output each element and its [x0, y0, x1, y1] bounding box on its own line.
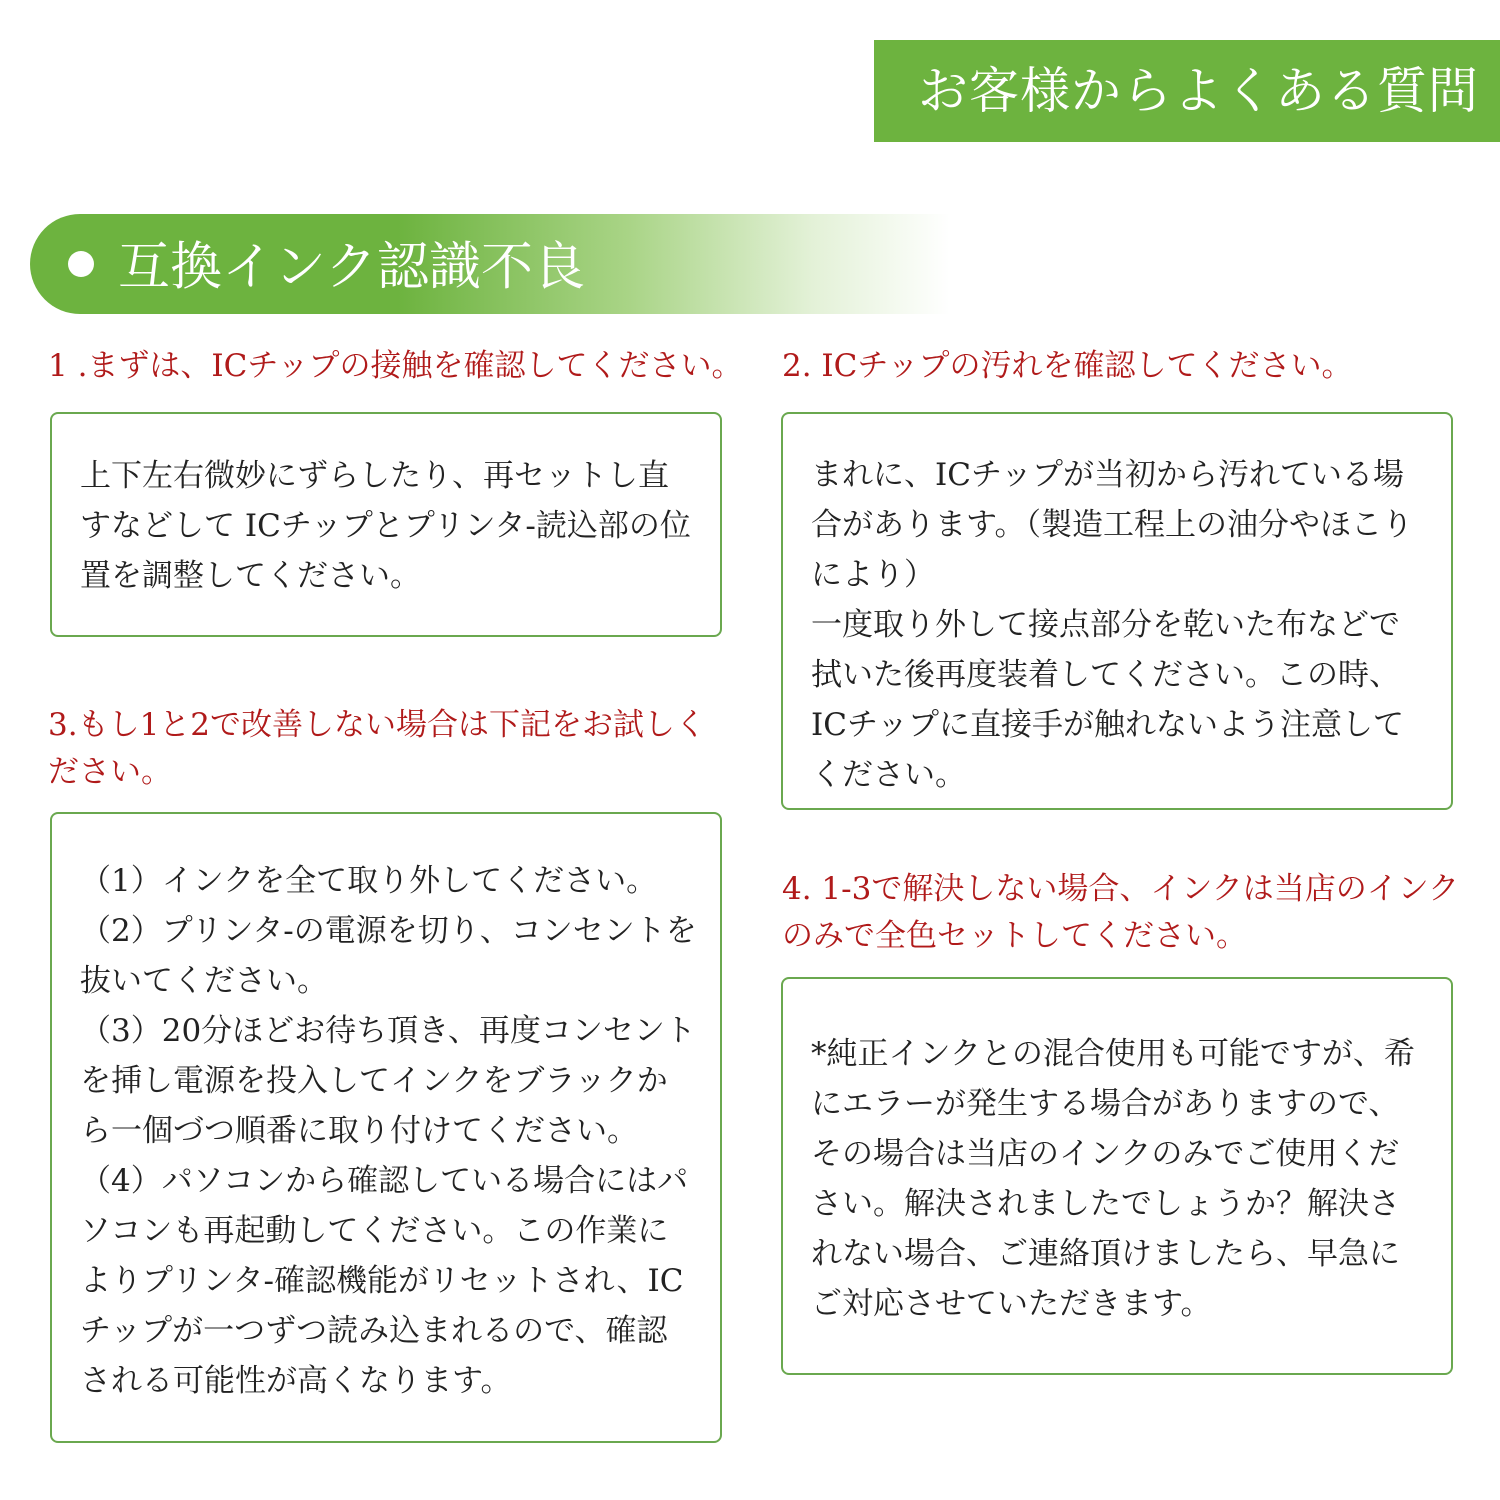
answer-4-box: [781, 977, 1453, 1375]
answer-4-text: *純正インクとの混合使用も可能ですが、希にエラーが発生する場合がありますので、その場合は当店のインクのみでご使用ください。解決されましたでしょうか？解決されない場合、ご連絡頂けましたら、早急にご対応させていただきます。: [811, 1036, 1415, 1322]
answer-2-box: [781, 412, 1453, 810]
answer-2-text: まれに、ICチップが当初から汚れている場合があります。（製造工程上の油分やほこりにより） 一度取り外して接点部分を乾いた布などで拭いた後再度装着してください。この時、ICチップに直接手が触れないよう注意してください。: [811, 457, 1414, 793]
question-1-heading: 1 .まずは、ICチップの接触を確認してください。: [48, 348, 743, 384]
answer-3-box: [50, 812, 722, 1443]
question-3-heading: 3.もし1と2で改善しない場合は下記をお試しください。: [48, 707, 707, 790]
answer-1-box: [50, 412, 722, 637]
answer-1-text: 上下左右微妙にずらしたり、再セットし直すなどして ICチップとプリンタ-読込部の位置を調整してください。: [80, 458, 691, 594]
section-title-pill: [30, 214, 950, 314]
section-title: 互換インク認識不良: [118, 237, 585, 298]
question-4-heading: 4. 1-3で解決しない場合、インクは当店のインクのみで全色セットしてください。: [782, 871, 1460, 954]
bullet-dot-icon: [68, 251, 94, 277]
answer-3-text: （1）インクを全て取り外してください。 （2）プリンタ-の電源を切り、コンセントを抜いてください。 （3）20分ほどお待ち頂き、再度コンセントを挿し電源を投入してインクをブラックから一個づつ順番に取り付けてください。 （4）パソコンから確認している場合にはパソコンも再起動してください。この作業によりプリンタ-確認機能がリセットされ、ICチップが一つずつ読み込まれるので、確認される可能性が高くなります。: [80, 863, 697, 1399]
faq-header-banner: お客様からよくある質問: [874, 40, 1500, 142]
question-2-heading: 2. ICチップの汚れを確認してください。: [782, 348, 1353, 384]
